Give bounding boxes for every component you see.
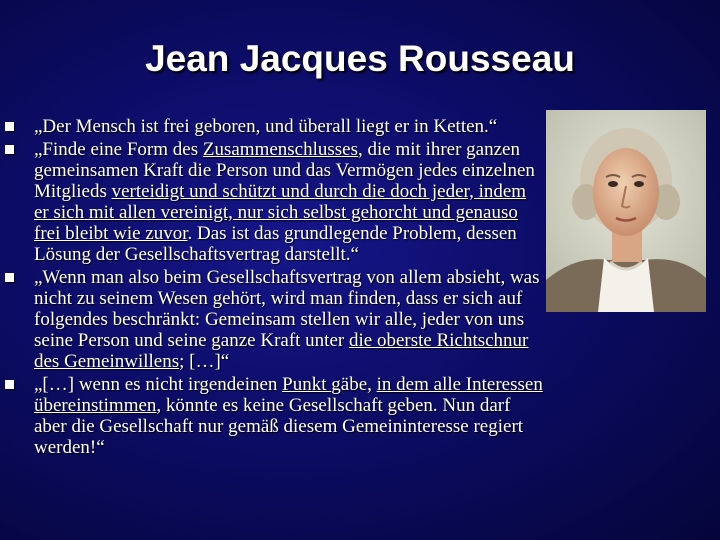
quote-text: ; […]“ xyxy=(179,351,230,372)
quote-text: , die mit ihrer ganzen gemeinsamen Kraft die Person und das Vermögen jedes einzelnen Mitglieds xyxy=(34,139,535,202)
quote-text: . Das ist das grundlegende Problem, dessen Lösung der Gesellschaftsvertrag darstellt.“ xyxy=(34,223,517,265)
quote-bullet-4 xyxy=(0,374,545,458)
underlined-link-text[interactable]: in dem alle Interessen übereinstimmen xyxy=(34,374,543,416)
quote-text: „[…] wenn es nicht irgendeinen xyxy=(34,374,283,395)
quote-list xyxy=(0,116,545,460)
square-bullet-icon xyxy=(5,380,14,389)
square-bullet-icon xyxy=(5,273,14,282)
underlined-link-text[interactable]: Zusammenschlusses xyxy=(202,139,359,160)
quote-text: „Der Mensch ist frei geboren, und überall liegt er in Ketten.“ xyxy=(34,116,498,137)
quote-bullet-2 xyxy=(0,139,545,265)
quote-text: „Finde eine Form des xyxy=(34,139,203,160)
underlined-link-text[interactable]: die oberste Richtschnur des Gemeinwillens xyxy=(34,330,529,372)
square-bullet-icon xyxy=(5,145,14,154)
quote-bullet-3 xyxy=(0,267,545,372)
quote-text: gäbe, xyxy=(331,374,377,395)
quote-text: „Wenn man also beim Gesellschaftsvertrag von allem absieht, was nicht zu seinem Wesen gehört, wird man finden, dass er sich auf folgendes beschränkt: Gemeinsam stellen wir alle, jeder von uns seine Person und seine ganze Kraft unter xyxy=(34,267,540,351)
quote-bullet-1 xyxy=(0,116,545,137)
rousseau-portrait xyxy=(546,110,706,312)
quote-text: , könnte es keine Gesellschaft geben. Nun darf aber die Gesellschaft nur gemäß diesem Gemeininteresse regiert werden!“ xyxy=(34,395,524,458)
underlined-link-text[interactable]: verteidigt und schützt und durch die doch jeder, indem er sich mit allen vereinigt, nur sich selbst gehorcht und genauso frei bleibt wie zuvor xyxy=(34,181,527,244)
square-bullet-icon xyxy=(5,122,14,131)
slide-title: Jean Jacques Rousseau xyxy=(145,38,575,79)
underlined-link-text[interactable]: Punkt xyxy=(282,374,332,395)
portrait-illustration xyxy=(546,110,706,312)
